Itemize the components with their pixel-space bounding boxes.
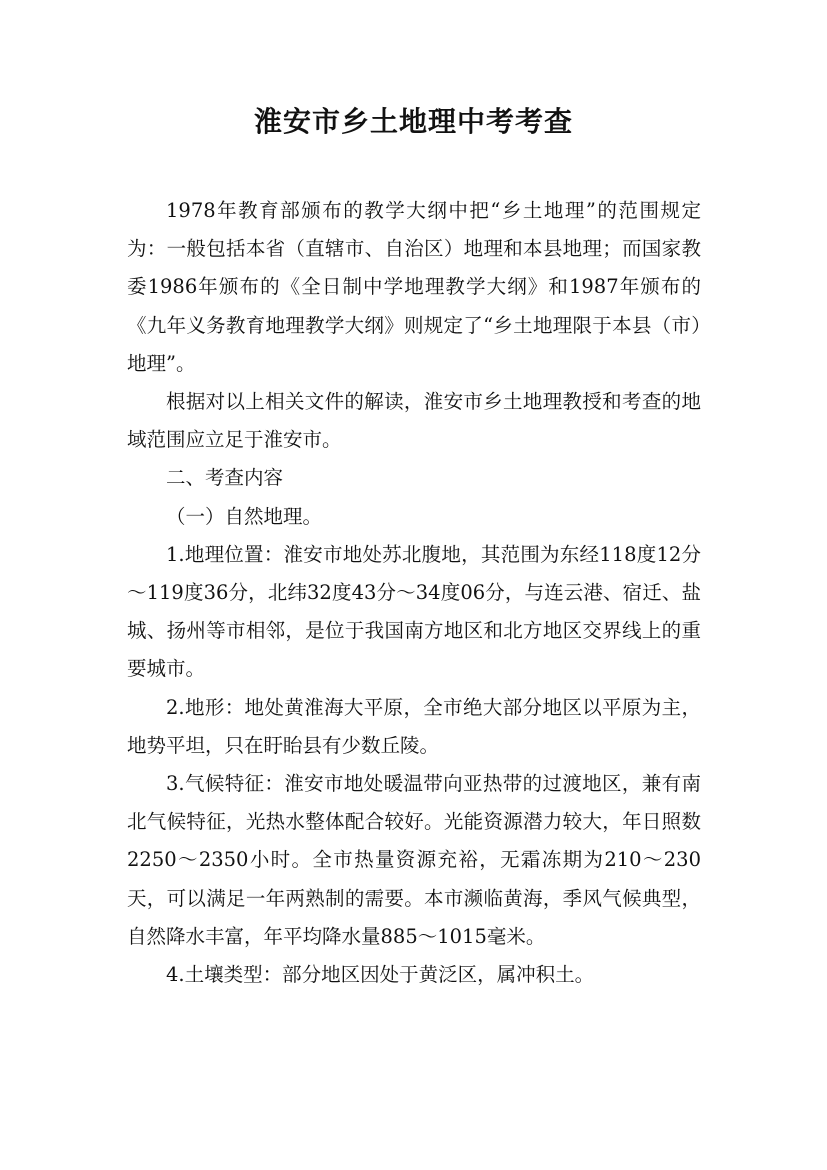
- paragraph-scope: 根据对以上相关文件的解读，淮安市乡土地理教授和考查的地域范围应立足于淮安市。: [127, 390, 701, 452]
- paragraph-climate: 3.气候特征：淮安市地处暖温带向亚热带的过渡地区，兼有南北气候特征，光热水整体配合较好。光能资源潜力较大，年日照数2250～2350小时。全市热量资源充裕，无霜冻期为210～230天，可以满足一年两熟制的需要。本市濒临黄海，季风气候典型，自然降水丰富，年平均降水量885～1015毫米。: [127, 772, 701, 948]
- paragraph-location: 1.地理位置：淮安市地处苏北腹地，其范围为东经118度12分～119度36分，北纬32度43分～34度06分，与连云港、宿迁、盐城、扬州等市相邻，是位于我国南方地区和北方地区交界线上的重要城市。: [127, 542, 701, 681]
- document-body: [127, 192, 701, 994]
- paragraph-syllabus-definition: 1978年教育部颁布的教学大纲中把“乡土地理”的范围规定为：一般包括本省（直辖市、自治区）地理和本县地理；而国家教委1986年颁布的《全日制中学地理教学大纲》和1987年颁布的《九年义务教育地理教学大纲》则规定了“乡土地理限于本县（市）地理”。: [127, 199, 701, 375]
- paragraph-soil: 4.土壤类型：部分地区因处于黄泛区，属冲积土。: [166, 963, 595, 987]
- paragraph-terrain: 2.地形：地处黄淮海大平原，全市绝大部分地区以平原为主，地势平坦，只在盱眙县有少数丘陵。: [127, 695, 701, 757]
- subsection-heading-natural-geography: （一）自然地理。: [166, 504, 323, 528]
- section-heading-content: 二、考查内容: [166, 466, 284, 490]
- document-title: 淮安市乡土地理中考考查: [253, 105, 573, 138]
